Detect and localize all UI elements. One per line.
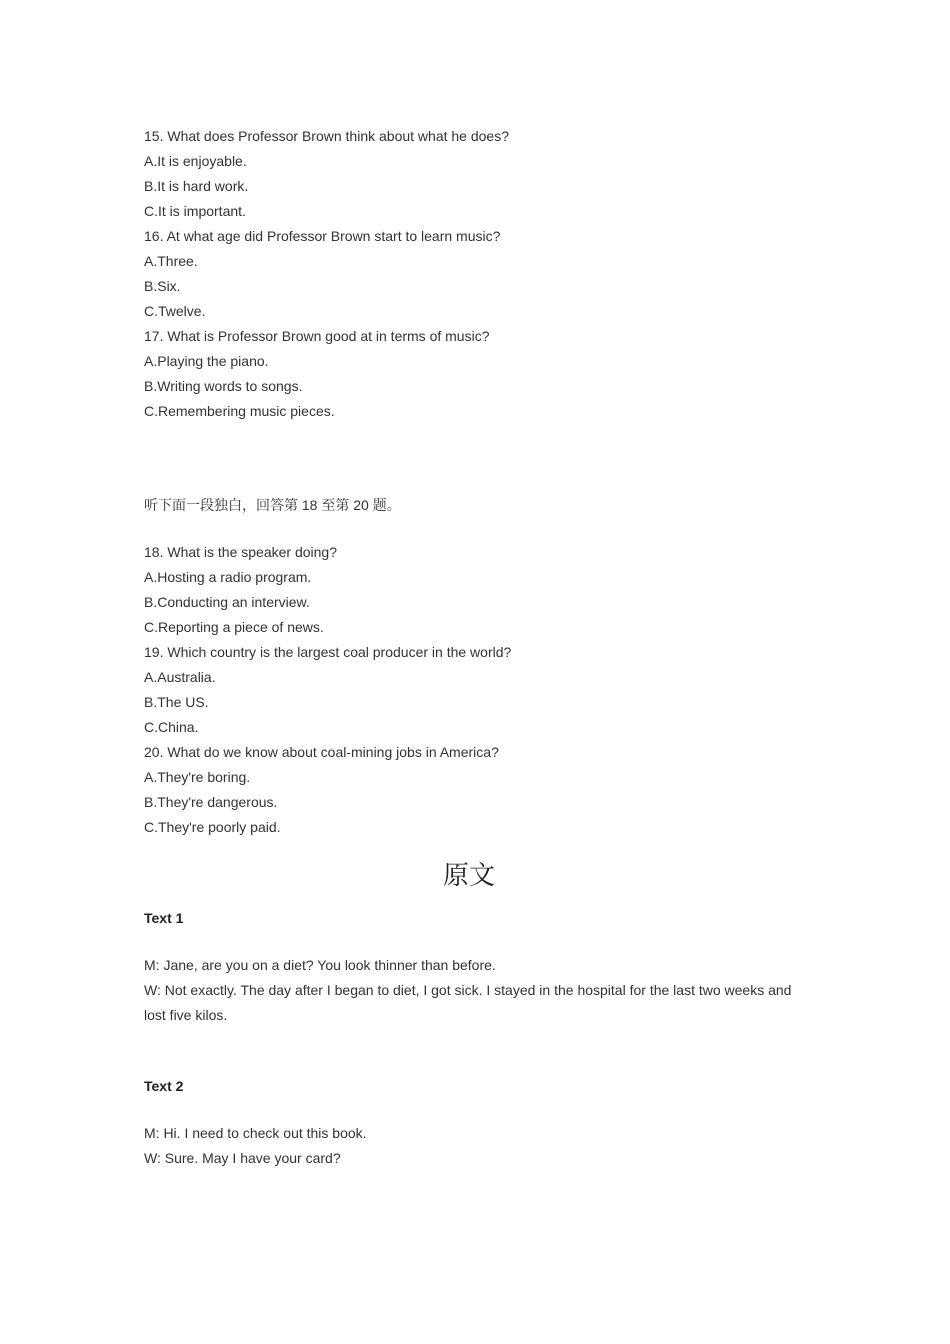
option-15-a: A.It is enjoyable. [144, 153, 247, 169]
option-20-a: A.They're boring. [144, 769, 251, 785]
option-19-a: A.Australia. [144, 669, 216, 685]
option-17-b: B.Writing words to songs. [144, 378, 303, 394]
question-16: 16. At what age did Professor Brown start to learn music? [144, 228, 501, 244]
text2-line-1: M: Hi. I need to check out this book. [144, 1125, 367, 1141]
question-block-15-17 [144, 124, 794, 424]
option-19-c: C.China. [144, 719, 199, 735]
option-17-c: C.Remembering music pieces. [144, 403, 335, 419]
option-15-b: B.It is hard work. [144, 178, 249, 194]
transcript-title: 原文 [442, 861, 495, 891]
option-18-b: B.Conducting an interview. [144, 594, 310, 610]
text1-line-2: W: Not exactly. The day after I began to diet, I got sick. I stayed in the hospital for the last two weeks and lost five kilos. [144, 982, 792, 1023]
option-17-a: A.Playing the piano. [144, 353, 269, 369]
option-18-a: A.Hosting a radio program. [144, 569, 312, 585]
question-block-18-20 [144, 540, 794, 840]
question-17: 17. What is Professor Brown good at in terms of music? [144, 328, 490, 344]
text2-line-2: W: Sure. May I have your card? [144, 1150, 341, 1166]
listening-instruction: 听下面一段独白，回答第 18 至第 20 题。 [144, 497, 401, 513]
option-18-c: C.Reporting a piece of news. [144, 619, 324, 635]
question-15: 15. What does Professor Brown think about what he does? [144, 128, 509, 144]
option-16-a: A.Three. [144, 253, 198, 269]
text1-heading: Text 1 [144, 910, 184, 926]
option-20-b: B.They're dangerous. [144, 794, 278, 810]
option-20-c: C.They're poorly paid. [144, 819, 281, 835]
question-19: 19. Which country is the largest coal producer in the world? [144, 644, 512, 660]
option-16-c: C.Twelve. [144, 303, 206, 319]
option-16-b: B.Six. [144, 278, 181, 294]
option-15-c: C.It is important. [144, 203, 246, 219]
text2-heading: Text 2 [144, 1078, 184, 1094]
question-18: 18. What is the speaker doing? [144, 544, 338, 560]
text1-line-1: M: Jane, are you on a diet? You look thinner than before. [144, 957, 496, 973]
option-19-b: B.The US. [144, 694, 209, 710]
question-20: 20. What do we know about coal-mining jobs in America? [144, 744, 499, 760]
document-page [144, 124, 794, 1171]
